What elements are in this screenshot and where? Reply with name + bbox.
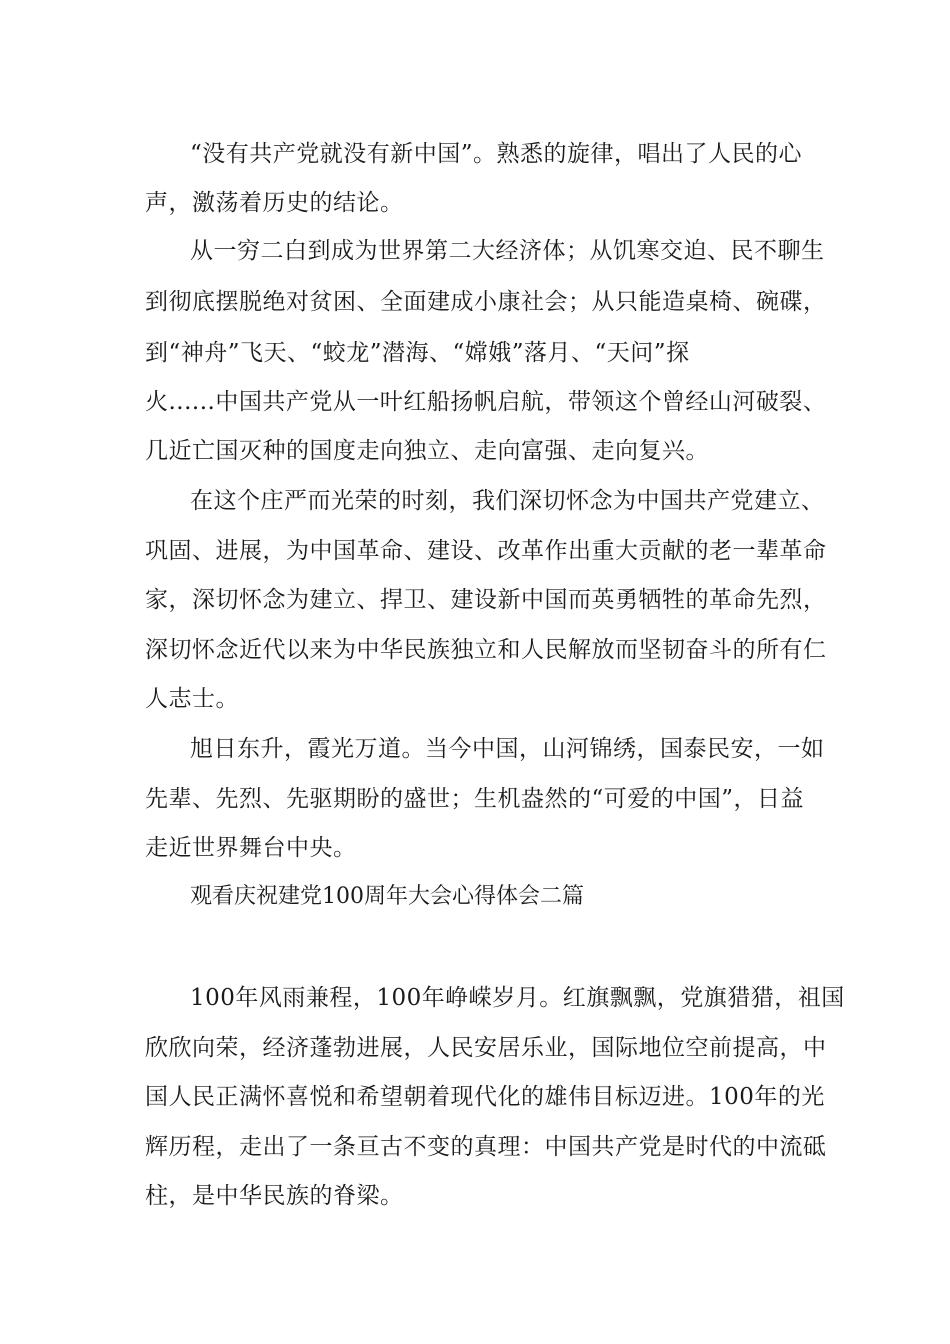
paragraph-3-line-1: 在这个庄严而光荣的时刻，我们深切怀念为中国共产党建立、 [190,488,825,514]
final-paragraph-line-3: 国人民正满怀喜悦和希望朝着现代化的雄伟目标迈进。100年的光 [145,1084,825,1110]
paragraph-1-line-1: “没有共产党就没有新中国”。熟悉的旋律，唱出了人民的心 [190,141,803,167]
paragraph-2-line-2: 到彻底摆脱绝对贫困、全面建成小康社会；从只能造桌椅、碗碟， [145,289,827,315]
section-heading: 观看庆祝建党100周年大会心得体会二篇 [190,884,584,909]
paragraph-2-line-1: 从一穷二白到成为世界第二大经济体；从饥寒交迫、民不聊生 [190,238,825,264]
paragraph-3-line-3: 家，深切怀念为建立、捍卫、建设新中国而英勇牺牲的革命先烈， [145,587,827,613]
final-paragraph-line-4: 辉历程，走出了一条亘古不变的真理：中国共产党是时代的中流砥 [145,1134,827,1160]
final-paragraph-line-1: 100年风雨兼程，100年峥嵘岁月。红旗飘飘，党旗猎猎，祖国 [190,985,845,1011]
paragraph-3-line-2: 巩固、进展，为中国革命、建设、改革作出重大贡献的老一辈革命 [145,538,827,564]
paragraph-2-line-4: 火......中国共产党从一叶红船扬帆启航，带领这个曾经山河破裂、 [145,389,827,415]
final-paragraph-line-5: 柱，是中华民族的脊梁。 [145,1183,404,1209]
paragraph-3-line-4: 深切怀念近代以来为中华民族独立和人民解放而坚韧奋斗的所有仁 [145,637,827,663]
paragraph-4-line-1: 旭日东升，霞光万道。当今中国，山河锦绣，国泰民安，一如 [190,736,825,762]
paragraph-3-line-5: 人志士。 [145,686,239,712]
paragraph-4-line-3: 走近世界舞台中央。 [145,835,357,861]
paragraph-1-line-2: 声，激荡着历史的结论。 [145,190,404,216]
paragraph-2-line-3: 到“神舟”飞天、“蛟龙”潜海、“嫦娥”落月、“天问”探 [145,340,690,366]
paragraph-2-line-5: 几近亡国灭种的国度走向独立、走向富强、走向复兴。 [145,438,709,464]
final-paragraph-line-2: 欣欣向荣，经济蓬勃进展，人民安居乐业，国际地位空前提高，中 [145,1035,827,1061]
paragraph-4-line-2: 先辈、先烈、先驱期盼的盛世；生机盎然的“可爱的中国”，日益 [145,786,805,812]
